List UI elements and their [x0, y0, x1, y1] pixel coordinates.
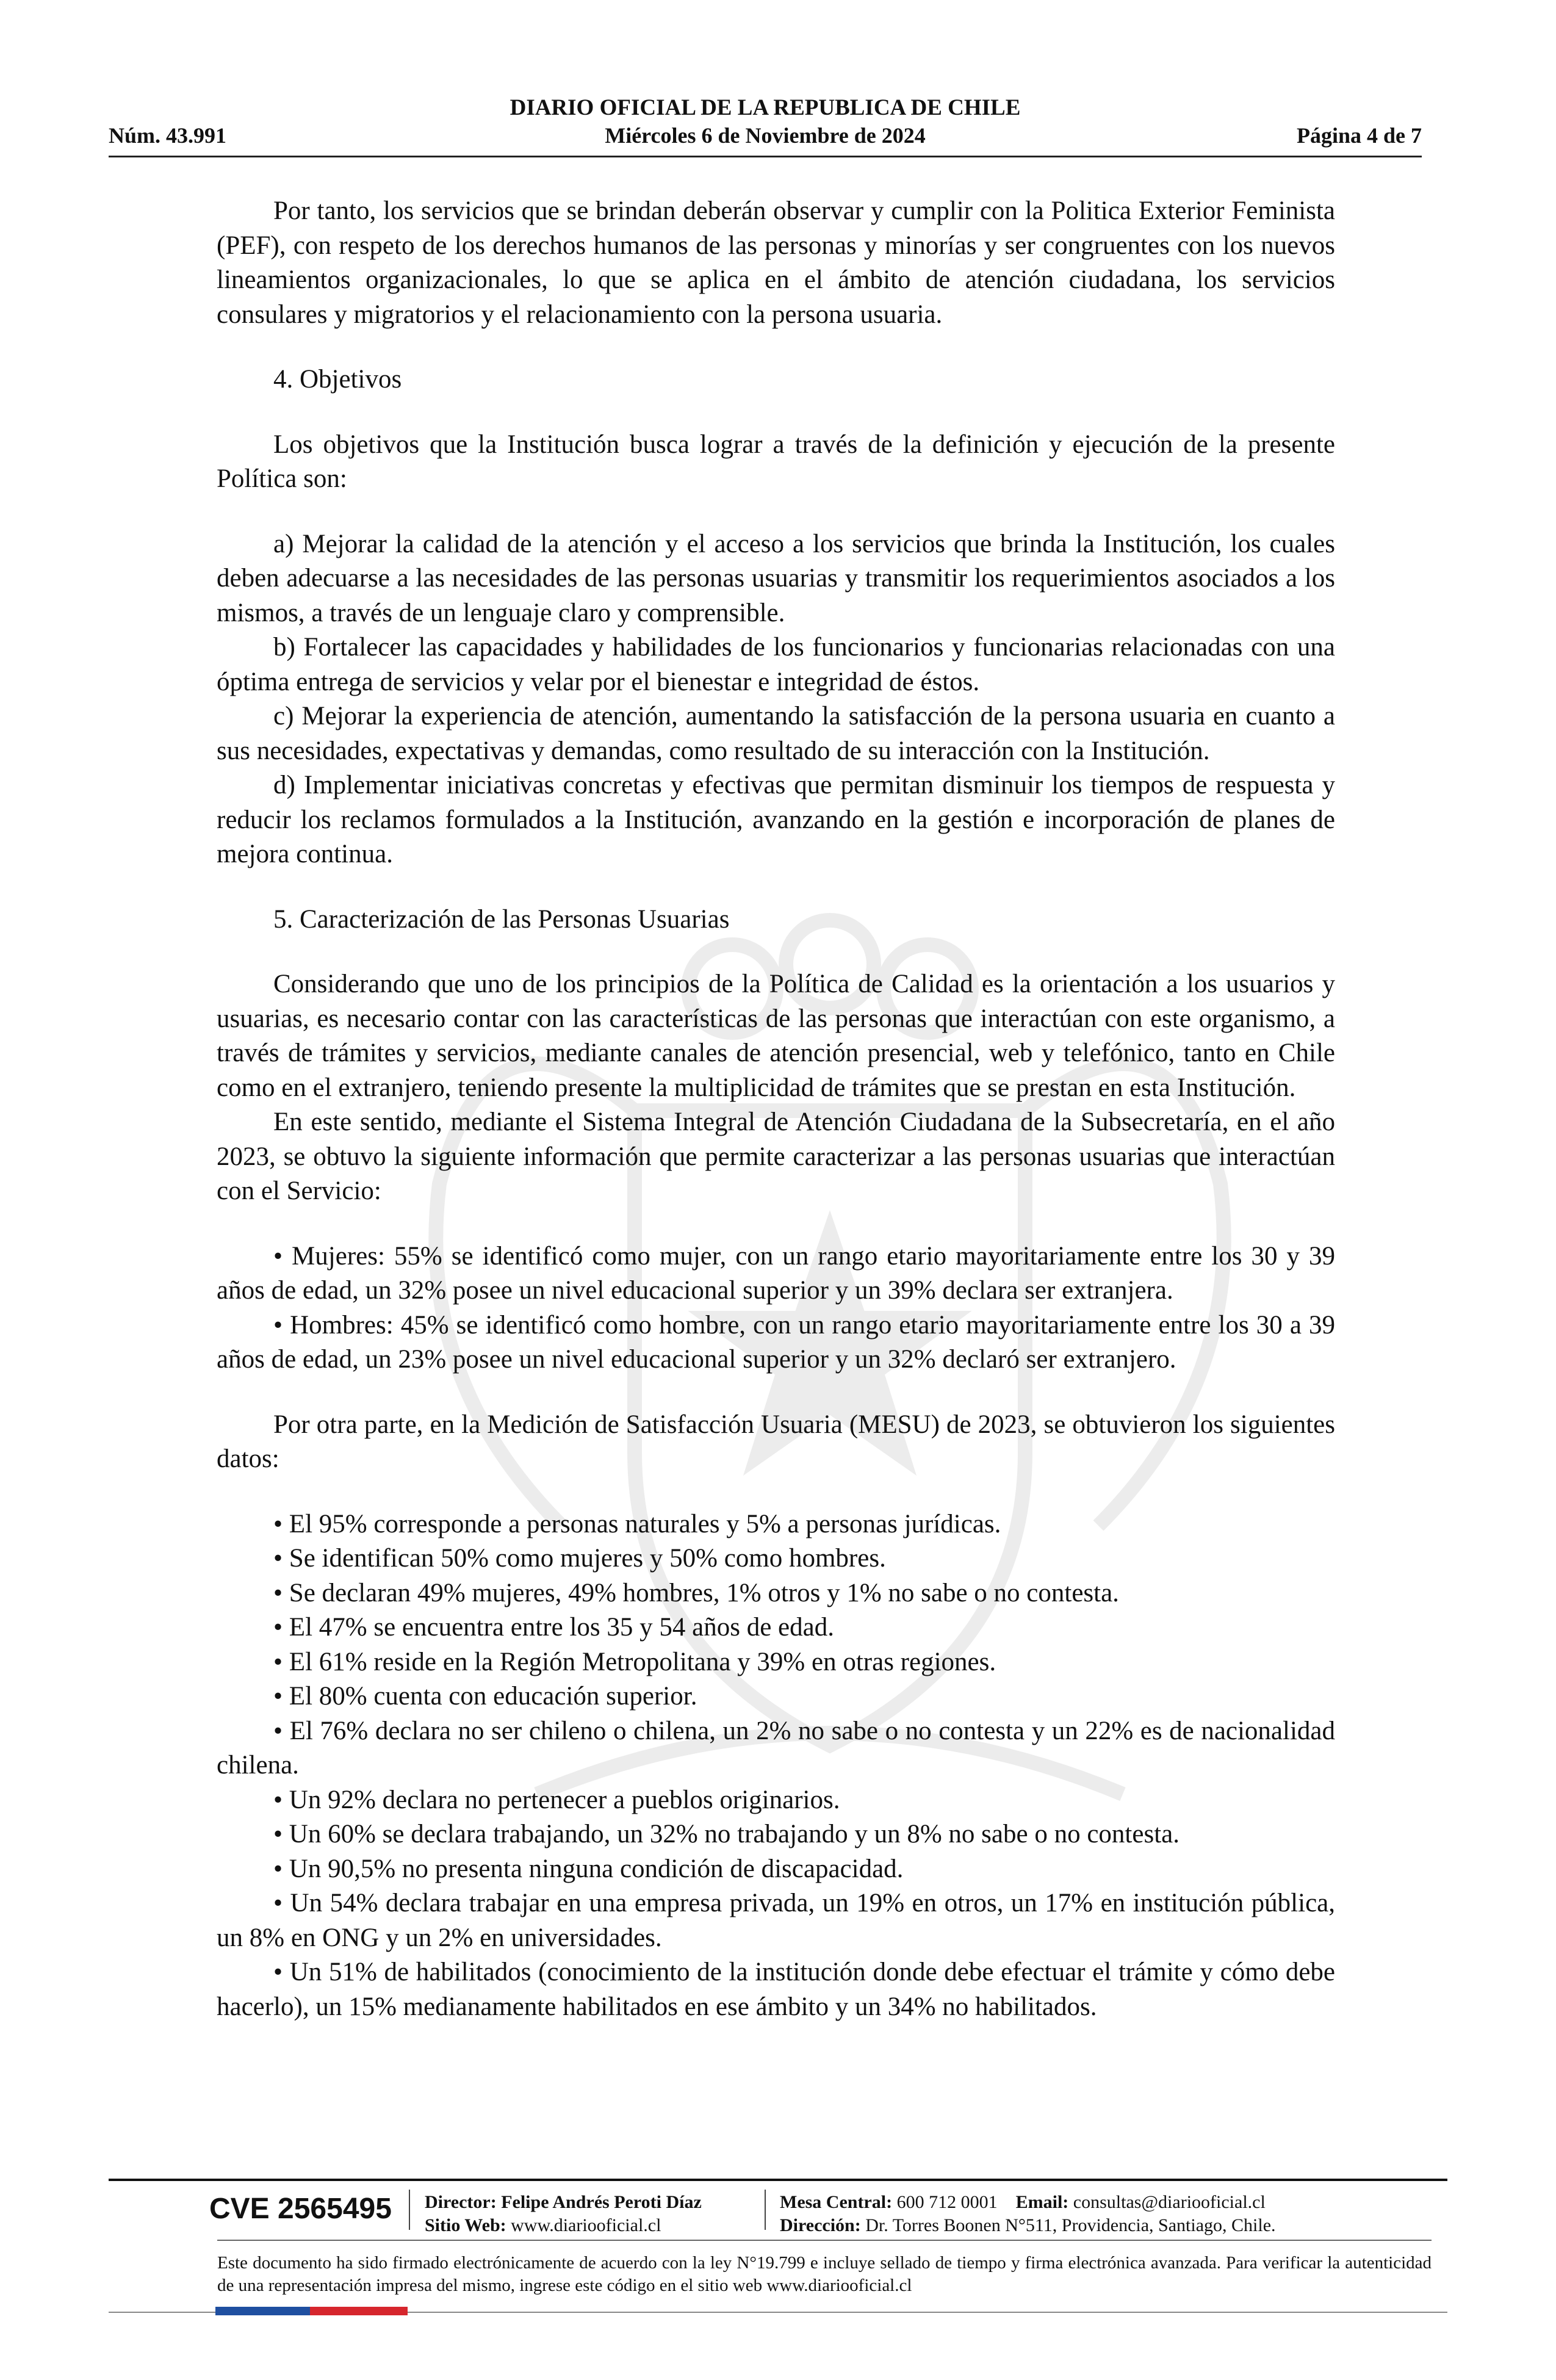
mesu-intro: Por otra parte, en la Medición de Satisfacción Usuaria (MESU) de 2023, se obtuvieron los siguientes datos:: [217, 1410, 1335, 1473]
director-label: Director:: [425, 2192, 497, 2212]
mesu-bullet: • El 80% cuenta con educación superior.: [273, 1682, 697, 1711]
intro-paragraph: Por tanto, los servicios que se brindan deberán observar y cumplir con la Politica Exterior Feminista (PEF), con respeto de los derechos humanos de las personas y minorías y ser congruentes con los nuevos lineamientos organizacionales, lo que se aplica en el ámbito de atención ciudadana, los servicios consulares y migratorios y el relacionamiento con la persona usuaria.: [217, 197, 1335, 329]
objective-a: a) Mejorar la calidad de la atención y el acceso a los servicios que brinda la Institución, los cuales deben adecuarse a las necesidades de las personas usuarias y transmitir los requerimientos asociados a los mismos, a través de un lenguaje claro y comprensible.: [217, 529, 1335, 627]
page-number: Página 4 de 7: [1296, 123, 1422, 148]
section-5-paragraph-1: Considerando que uno de los principios de la Política de Calidad es la orientación a los usuarios y usuarias, es necesario contar con las características de las personas que interactúan con este organismo, a través de trámites y servicios, mediante canales de atención presencial, web y telefónico, tanto en Chile como en el extranjero, teniendo presente la multiplicidad de trámites que se prestan en esta Institución.: [217, 970, 1335, 1102]
footer-contact-block: [780, 2191, 1276, 2237]
email-label: Email:: [1015, 2192, 1069, 2212]
issue-number: Núm. 43.991: [109, 123, 227, 148]
director-name: Felipe Andrés Peroti Díaz: [501, 2192, 702, 2212]
section-4-heading: 4. Objetivos: [273, 365, 402, 394]
mesu-bullet: • El 95% corresponde a personas naturales y 5% a personas jurídicas.: [273, 1509, 1001, 1538]
phone-label: Mesa Central:: [780, 2192, 893, 2212]
footer-director-block: [425, 2191, 702, 2237]
objective-d: d) Implementar iniciativas concretas y efectivas que permitan disminuir los tiempos de respuesta y reducir los reclamos formulados a la Institución, avanzando en la gestión e incorporación de planes de mejora continua.: [217, 771, 1335, 868]
site-label: Sitio Web:: [425, 2215, 506, 2235]
mesu-bullet: • Se declaran 49% mujeres, 49% hombres, 1% otros y 1% no sabe o no contesta.: [273, 1578, 1119, 1607]
mesu-bullet: • Un 90,5% no presenta ninguna condición de discapacidad.: [273, 1854, 904, 1883]
mesu-bullet: • Se identifican 50% como mujeres y 50% como hombres.: [273, 1544, 886, 1573]
address-value: Dr. Torres Boonen N°511, Providencia, Santiago, Chile.: [865, 2215, 1276, 2235]
header-divider: [109, 156, 1422, 157]
bullet-hombres: • Hombres: 45% se identificó como hombre, con un rango etario mayoritariamente entre los 30 a 39 años de edad, un 23% posee un nivel educacional superior y un 32% declaró ser extranjero.: [217, 1310, 1335, 1374]
section-5-paragraph-2: En este sentido, mediante el Sistema Integral de Atención Ciudadana de la Subsecretaría, en el año 2023, se obtuvo la siguiente información que permite caracterizar a las personas usuarias que interactúan con el Servicio:: [217, 1108, 1335, 1205]
flag-stripe-red: [310, 2307, 408, 2315]
legal-notice: Este documento ha sido firmado electrónicamente de acuerdo con la ley N°19.799 e incluye sellado de tiempo y firma electrónica avanzada. Para verificar la autenticidad de una representación impresa del mismo, ingrese este código en el sitio web www.diariooficial.cl: [217, 2253, 1432, 2295]
issue-date: Miércoles 6 de Noviembre de 2024: [605, 123, 926, 148]
address-label: Dirección:: [780, 2215, 861, 2235]
mesu-bullet: • El 76% declara no ser chileno o chilena, un 2% no sabe o no contesta y un 22% es de nacionalidad chilena.: [217, 1716, 1335, 1780]
section-5-heading: 5. Caracterización de las Personas Usuarias: [273, 904, 730, 934]
footer-separator: [765, 2190, 766, 2230]
mesu-bullet: • Un 51% de habilitados (conocimiento de la institución donde debe efectuar el trámite y cómo debe hacerlo), un 15% medianamente habilitados en ese ámbito y un 34% no habilitados.: [217, 1958, 1335, 2021]
mesu-bullet: • Un 92% declara no pertenecer a pueblos originarios.: [273, 1785, 840, 1814]
objective-c: c) Mejorar la experiencia de atención, aumentando la satisfacción de la persona usuaria en cuanto a sus necesidades, expectativas y demandas, como resultado de su interacción con la Institución.: [217, 702, 1335, 765]
document-body: [217, 194, 1335, 2024]
footer-mid-rule: [217, 2240, 1432, 2241]
objective-b: b) Fortalecer las capacidades y habilidades de los funcionarios y funcionarias relacionadas con una óptima entrega de servicios y velar por el bienestar e integridad de éstos.: [217, 633, 1335, 696]
bullet-mujeres: • Mujeres: 55% se identificó como mujer, con un rango etario mayoritariamente entre los 30 y 39 años de edad, un 32% posee un nivel educacional superior y un 39% declara ser extranjera.: [217, 1241, 1335, 1305]
footer-separator: [409, 2190, 410, 2230]
cve-code: CVE 2565495: [209, 2193, 392, 2225]
email-link[interactable]: consultas@diariooficial.cl: [1073, 2192, 1266, 2212]
mesu-bullet: • El 47% se encuentra entre los 35 y 54 años de edad.: [273, 1613, 834, 1642]
flag-stripe-blue: [215, 2307, 310, 2315]
footer-top-rule: [109, 2179, 1447, 2181]
phone-value: 600 712 0001: [896, 2192, 998, 2212]
mesu-bullet: • El 61% reside en la Región Metropolitana y 39% en otras regiones.: [273, 1647, 996, 1676]
newspaper-title: DIARIO OFICIAL DE LA REPUBLICA DE CHILE: [510, 95, 1021, 120]
page-header: [109, 95, 1422, 162]
mesu-bullet: • Un 54% declara trabajar en una empresa privada, un 19% en otros, un 17% en institución pública, un 8% en ONG y un 2% en universidades.: [217, 1889, 1335, 1952]
site-link[interactable]: www.diariooficial.cl: [511, 2215, 661, 2235]
section-4-intro: Los objetivos que la Institución busca lograr a través de la definición y ejecución de la presente Política son:: [217, 430, 1335, 493]
mesu-bullet: • Un 60% se declara trabajando, un 32% no trabajando y un 8% no sabe o no contesta.: [273, 1820, 1180, 1848]
